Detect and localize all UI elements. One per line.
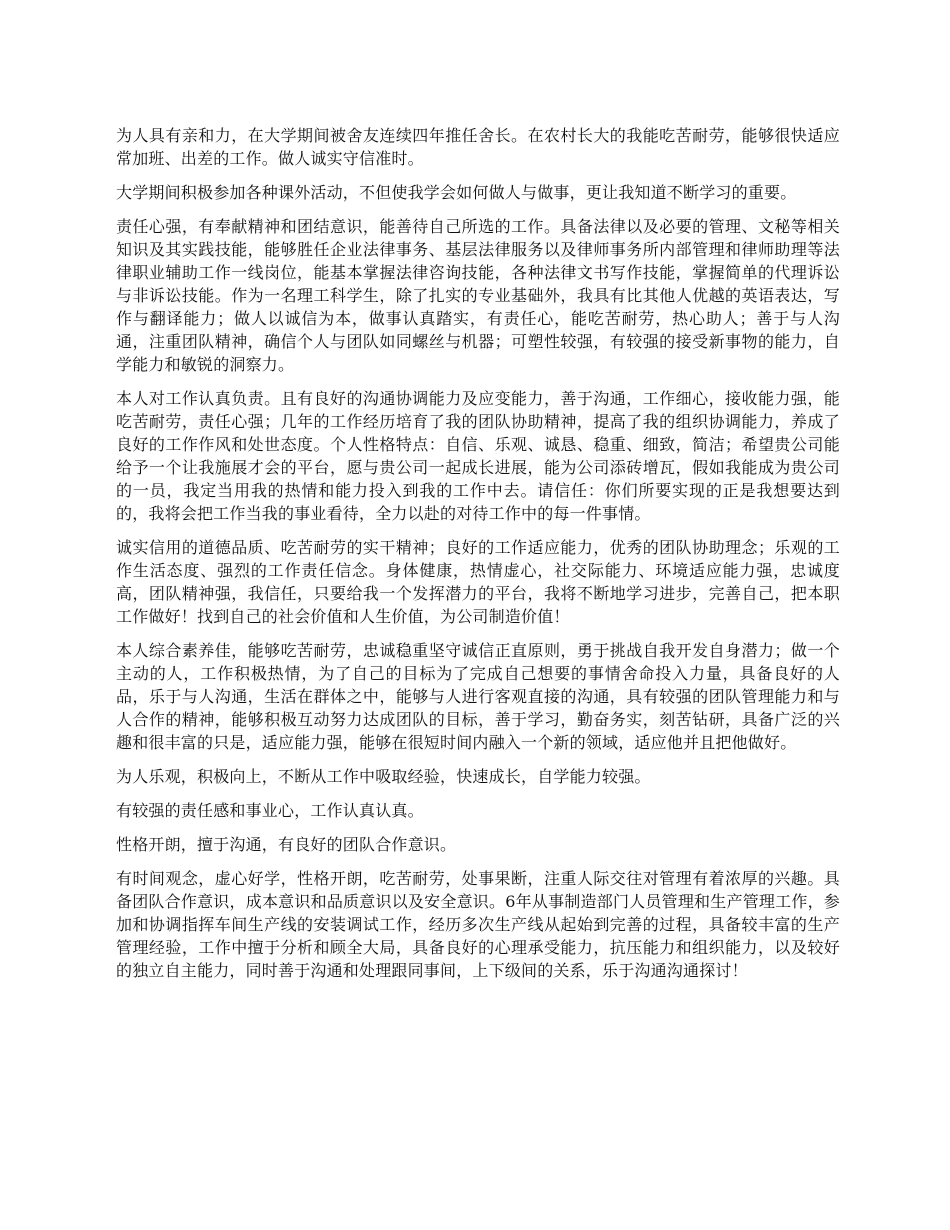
paragraph-10: 有时间观念，虚心好学，性格开朗，吃苦耐劳，处事果断，注重人际交往对管理有着浓厚的兴趣。具备团队合作意识，成本意识和品质意识以及安全意识。6年从事制造部门人员管理和生产管理工作，参加和协调指挥车间生产线的安装调试工作，经历多次生产线从起始到完善的过程，具备较丰富的生产管理经验，工作中擅于分析和顾全大局，具备良好的心理承受能力，抗压能力和组织能力，以及较好的独立自主能力，同时善于沟通和处理跟同事间，上下级间的关系，乐于沟通沟通探讨！ xyxy=(116,869,840,980)
paragraph-5: 诚实信用的道德品质、吃苦耐劳的实干精神；良好的工作适应能力，优秀的团队协助理念；乐观的工作生活态度、强烈的工作责任信念。身体健康，热情虚心，社交际能力、环境适应能力强，忠诚度高，团队精神强，我信任，只要给我一个发挥潜力的平台，我将不断地学习进步，完善自己，把本职工作做好！找到自己的社会价值和人生价值，为公司制造价值！ xyxy=(116,538,840,626)
paragraph-2: 大学期间积极参加各种课外活动，不但使我学会如何做人与做事，更让我知道不断学习的重要。 xyxy=(116,183,797,202)
paragraph-6: 本人综合素养佳，能够吃苦耐劳，忠诚稳重坚守诚信正直原则，勇于挑战自我开发自身潜力；做一个主动的人，工作积极热情，为了自己的目标为了完成自己想要的事情舍命投入力量，具备良好的人品，乐于与人沟通，生活在群体之中，能够与人进行客观直接的沟通，具有较强的团队管理能力和与人合作的精神，能够积极互动努力达成团队的目标，善于学习，勤奋务实，刻苦钻研，具备广泛的兴趣和很丰富的只是，适应能力强，能够在很短时间内融入一个新的领域，适应他并且把他做好。 xyxy=(116,641,840,752)
paragraph-1: 为人具有亲和力，在大学期间被舍友连续四年推任舍长。在农村长大的我能吃苦耐劳，能够很快适应常加班、出差的工作。做人诚实守信准时。 xyxy=(116,126,840,168)
document-body xyxy=(116,124,840,993)
paragraph-7: 为人乐观，积极向上，不断从工作中吸取经验，快速成长，自学能力较强。 xyxy=(116,767,651,786)
paragraph-8: 有较强的责任感和事业心，工作认真认真。 xyxy=(116,801,424,820)
paragraph-9: 性格开朗，擅于沟通，有良好的团队合作意识。 xyxy=(116,835,457,854)
paragraph-4: 本人对工作认真负责。且有良好的沟通协调能力及应变能力，善于沟通，工作细心，接收能力强，能吃苦耐劳，责任心强；几年的工作经历培育了我的团队协助精神，提高了我的组织协调能力，养成了良好的工作作风和处世态度。个人性格特点：自信、乐观、诚恳、稳重、细致，简洁；希望贵公司能给予一个让我施展才会的平台，愿与贵公司一起成长进展，能为公司添砖增瓦，假如我能成为贵公司的一员，我定当用我的热情和能力投入到我的工作中去。请信任：你们所要实现的正是我想要达到的，我将会把工作当我的事业看待，全力以赴的对待工作中的每一件事情。 xyxy=(116,389,840,523)
paragraph-3: 责任心强，有奉献精神和团结意识，能善待自己所选的工作。具备法律以及必要的管理、文秘等相关知识及其实践技能，能够胜任企业法律事务、基层法律服务以及律师事务所内部管理和律师助理等法律职业辅助工作一线岗位，能基本掌握法律咨询技能，各种法律文书写作技能，掌握简单的代理诉讼与非诉讼技能。作为一名理工科学生，除了扎实的专业基础外，我具有比其他人优越的英语表达，写作与翻译能力；做人以诚信为本，做事认真踏实，有责任心，能吃苦耐劳，热心助人；善于与人沟通，注重团队精神，确信个人与团队如同螺丝与机器；可塑性较强，有较强的接受新事物的能力，自学能力和敏锐的洞察力。 xyxy=(116,217,840,374)
